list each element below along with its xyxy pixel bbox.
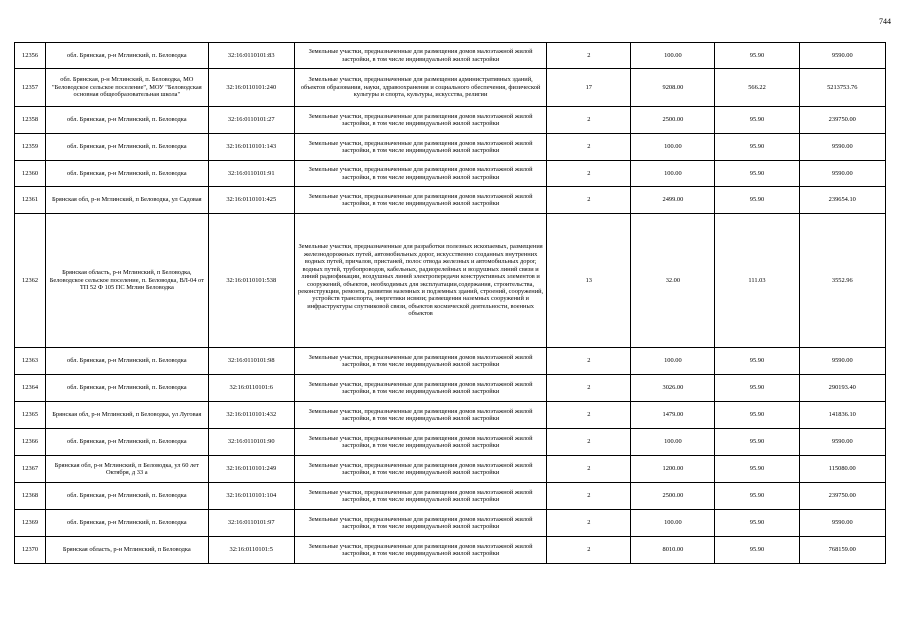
cadastral-value-cell: 115080.00 <box>799 456 885 483</box>
table-row <box>15 161 886 187</box>
table-row <box>15 375 886 402</box>
rate-cell: 111.03 <box>715 214 799 348</box>
category-cell: 17 <box>547 69 631 107</box>
address-cell: обл. Брянская, р-н Мглинский, п. Беловодка <box>46 483 208 510</box>
table-row <box>15 214 886 348</box>
category-cell: 2 <box>547 402 631 429</box>
rate-cell: 95.90 <box>715 134 799 161</box>
category-cell: 13 <box>547 214 631 348</box>
cadastral-value-cell: 5213753.76 <box>799 69 885 107</box>
row-number: 12363 <box>15 348 46 375</box>
area-cell: 100.00 <box>631 134 715 161</box>
table-row <box>15 43 886 69</box>
table-row <box>15 402 886 429</box>
address-cell: Брянская область, р-н Мглинский, п Беловодка, Беловодское сельское поселение, п. Беловодка, ВЛ-04 от ТП 52 Ф 105 ПС Мглин Беловодка <box>46 214 208 348</box>
area-cell: 100.00 <box>631 348 715 375</box>
row-number: 12365 <box>15 402 46 429</box>
land-use-cell: Земельные участки, предназначенные для разработки полезных ископаемых, размещения железнодорожных путей, автомобильных дорог, искусственно созданных внутренних водных путей, причалов, пристаней, полос отвода железных и автомобильных дорог, водных путей, трубопроводов, кабельных, радиорелейных и воздушных линий связи и линий радиофикации, воздушных линий электропередачи конструктивных элементов и сооружений, объектов, необходимых для эксплуатации,содержания, строительства, реконструкции, ремонта, развития наземных и подземных зданий, строений, сооружений, устройств транспорта, энергетики исвязи; размещения наземных сооружений и инфраструктуры спутниковой связи, объектов космической деятельности, военных объектов <box>294 214 546 348</box>
cadastral-number-cell: 32:16:0110101:432 <box>208 402 294 429</box>
table-row <box>15 187 886 214</box>
cadastral-number-cell: 32:16:0110101:249 <box>208 456 294 483</box>
area-cell: 100.00 <box>631 510 715 537</box>
category-cell: 2 <box>547 161 631 187</box>
cadastral-number-cell: 32:16:0110101:538 <box>208 214 294 348</box>
category-cell: 2 <box>547 375 631 402</box>
row-number: 12368 <box>15 483 46 510</box>
row-number: 12364 <box>15 375 46 402</box>
address-cell: Брянская обл, р-н Мглинский, п Беловодка, ул Садовая <box>46 187 208 214</box>
cadastral-value-cell: 9590.00 <box>799 510 885 537</box>
rate-cell: 95.90 <box>715 510 799 537</box>
table-row <box>15 483 886 510</box>
area-cell: 100.00 <box>631 43 715 69</box>
land-use-cell: Земельные участки, предназначенные для размещения домов малоэтажной жилой застройки, в том числе индивидуальной жилой застройки <box>294 107 546 134</box>
table-row <box>15 134 886 161</box>
row-number: 12369 <box>15 510 46 537</box>
table-row <box>15 69 886 107</box>
cadastral-number-cell: 32:16:0110101:240 <box>208 69 294 107</box>
category-cell: 2 <box>547 429 631 456</box>
cadastral-number-cell: 32:16:0110101:5 <box>208 537 294 564</box>
cadastral-number-cell: 32:16:0110101:143 <box>208 134 294 161</box>
category-cell: 2 <box>547 134 631 161</box>
cadastral-value-cell: 239750.00 <box>799 107 885 134</box>
address-cell: Брянская обл, р-н Мглинский, п Беловодка, ул Луговая <box>46 402 208 429</box>
address-cell: обл. Брянская, р-н Мглинский, п. Беловодка <box>46 43 208 69</box>
category-cell: 2 <box>547 483 631 510</box>
land-use-cell: Земельные участки, предназначенные для размещения домов малоэтажной жилой застройки, в том числе индивидуальной жилой застройки <box>294 348 546 375</box>
table-row <box>15 456 886 483</box>
table-row <box>15 510 886 537</box>
land-use-cell: Земельные участки, предназначенные для размещения домов малоэтажной жилой застройки, в том числе индивидуальной жилой застройки <box>294 456 546 483</box>
cadastral-number-cell: 32:16:0110101:90 <box>208 429 294 456</box>
page-number: 744 <box>879 17 891 26</box>
cadastral-value-cell: 9590.00 <box>799 348 885 375</box>
cadastral-value-cell: 9590.00 <box>799 43 885 69</box>
cadastral-number-cell: 32:16:0110101:104 <box>208 483 294 510</box>
area-cell: 100.00 <box>631 429 715 456</box>
land-use-cell: Земельные участки, предназначенные для размещения домов малоэтажной жилой застройки, в том числе индивидуальной жилой застройки <box>294 402 546 429</box>
cadastral-value-cell: 141836.10 <box>799 402 885 429</box>
land-registry-table <box>14 42 886 564</box>
land-use-cell: Земельные участки, предназначенные для размещения домов малоэтажной жилой застройки, в том числе индивидуальной жилой застройки <box>294 537 546 564</box>
land-use-cell: Земельные участки, предназначенные для размещения домов малоэтажной жилой застройки, в том числе индивидуальной жилой застройки <box>294 510 546 537</box>
row-number: 12366 <box>15 429 46 456</box>
row-number: 12367 <box>15 456 46 483</box>
address-cell: обл. Брянская, р-н Мглинский, п. Беловодка <box>46 348 208 375</box>
land-use-cell: Земельные участки, предназначенные для размещения административных зданий, объектов образования, науки, здравоохранения и социального обеспечения, физической культуры и спорта, культуры, искусства, религии <box>294 69 546 107</box>
address-cell: обл. Брянская, р-н Мглинский, п. Беловодка <box>46 107 208 134</box>
address-cell: обл. Брянская, р-н Мглинский, п. Беловодка <box>46 134 208 161</box>
land-use-cell: Земельные участки, предназначенные для размещения домов малоэтажной жилой застройки, в том числе индивидуальной жилой застройки <box>294 187 546 214</box>
cadastral-value-cell: 239750.00 <box>799 483 885 510</box>
rate-cell: 95.90 <box>715 402 799 429</box>
area-cell: 100.00 <box>631 161 715 187</box>
category-cell: 2 <box>547 537 631 564</box>
area-cell: 3026.00 <box>631 375 715 402</box>
area-cell: 8010.00 <box>631 537 715 564</box>
row-number: 12362 <box>15 214 46 348</box>
rate-cell: 95.90 <box>715 375 799 402</box>
cadastral-number-cell: 32:16:0110101:91 <box>208 161 294 187</box>
land-use-cell: Земельные участки, предназначенные для размещения домов малоэтажной жилой застройки, в том числе индивидуальной жилой застройки <box>294 43 546 69</box>
rate-cell: 95.90 <box>715 348 799 375</box>
land-use-cell: Земельные участки, предназначенные для размещения домов малоэтажной жилой застройки, в том числе индивидуальной жилой застройки <box>294 161 546 187</box>
table-body <box>15 43 886 564</box>
rate-cell: 566.22 <box>715 69 799 107</box>
address-cell: Брянская обл, р-н Мглинский, п Беловодка, ул 60 лет Октября, д 33 а <box>46 456 208 483</box>
area-cell: 9208.00 <box>631 69 715 107</box>
row-number: 12360 <box>15 161 46 187</box>
cadastral-value-cell: 3552.96 <box>799 214 885 348</box>
category-cell: 2 <box>547 187 631 214</box>
area-cell: 1479.00 <box>631 402 715 429</box>
rate-cell: 95.90 <box>715 107 799 134</box>
cadastral-number-cell: 32:16:0110101:97 <box>208 510 294 537</box>
row-number: 12357 <box>15 69 46 107</box>
cadastral-value-cell: 239654.10 <box>799 187 885 214</box>
address-cell: обл. Брянская, р-н Мглинский, п. Беловодка, МО "Беловодское сельское поселение", МОУ "Беловодская основная общеобразовательная школа" <box>46 69 208 107</box>
rate-cell: 95.90 <box>715 483 799 510</box>
area-cell: 2500.00 <box>631 107 715 134</box>
category-cell: 2 <box>547 456 631 483</box>
row-number: 12361 <box>15 187 46 214</box>
address-cell: обл. Брянская, р-н Мглинский, п. Беловодка <box>46 510 208 537</box>
land-use-cell: Земельные участки, предназначенные для размещения домов малоэтажной жилой застройки, в том числе индивидуальной жилой застройки <box>294 134 546 161</box>
row-number: 12370 <box>15 537 46 564</box>
area-cell: 1200.00 <box>631 456 715 483</box>
rate-cell: 95.90 <box>715 187 799 214</box>
address-cell: обл. Брянская, р-н Мглинский, п. Беловодка <box>46 375 208 402</box>
rate-cell: 95.90 <box>715 429 799 456</box>
cadastral-value-cell: 768159.00 <box>799 537 885 564</box>
land-use-cell: Земельные участки, предназначенные для размещения домов малоэтажной жилой застройки, в том числе индивидуальной жилой застройки <box>294 375 546 402</box>
cadastral-number-cell: 32:16:0110101:425 <box>208 187 294 214</box>
rate-cell: 95.90 <box>715 161 799 187</box>
cadastral-value-cell: 9590.00 <box>799 161 885 187</box>
category-cell: 2 <box>547 348 631 375</box>
cadastral-number-cell: 32:16:0110101:6 <box>208 375 294 402</box>
land-use-cell: Земельные участки, предназначенные для размещения домов малоэтажной жилой застройки, в том числе индивидуальной жилой застройки <box>294 429 546 456</box>
address-cell: Брянская область, р-н Мглинский, п Беловодка <box>46 537 208 564</box>
cadastral-value-cell: 9590.00 <box>799 134 885 161</box>
cadastral-value-cell: 9590.00 <box>799 429 885 456</box>
land-use-cell: Земельные участки, предназначенные для размещения домов малоэтажной жилой застройки, в том числе индивидуальной жилой застройки <box>294 483 546 510</box>
address-cell: обл. Брянская, р-н Мглинский, п. Беловодка <box>46 161 208 187</box>
cadastral-number-cell: 32:16:0110101:27 <box>208 107 294 134</box>
area-cell: 32.00 <box>631 214 715 348</box>
rate-cell: 95.90 <box>715 537 799 564</box>
cadastral-number-cell: 32:16:0110101:98 <box>208 348 294 375</box>
area-cell: 2499.00 <box>631 187 715 214</box>
area-cell: 2500.00 <box>631 483 715 510</box>
table-row <box>15 537 886 564</box>
rate-cell: 95.90 <box>715 43 799 69</box>
category-cell: 2 <box>547 43 631 69</box>
row-number: 12356 <box>15 43 46 69</box>
rate-cell: 95.90 <box>715 456 799 483</box>
category-cell: 2 <box>547 107 631 134</box>
cadastral-number-cell: 32:16:0110101:83 <box>208 43 294 69</box>
category-cell: 2 <box>547 510 631 537</box>
cadastral-value-cell: 290193.40 <box>799 375 885 402</box>
table-row <box>15 429 886 456</box>
row-number: 12359 <box>15 134 46 161</box>
address-cell: обл. Брянская, р-н Мглинский, п. Беловодка <box>46 429 208 456</box>
row-number: 12358 <box>15 107 46 134</box>
table-row <box>15 348 886 375</box>
table-row <box>15 107 886 134</box>
